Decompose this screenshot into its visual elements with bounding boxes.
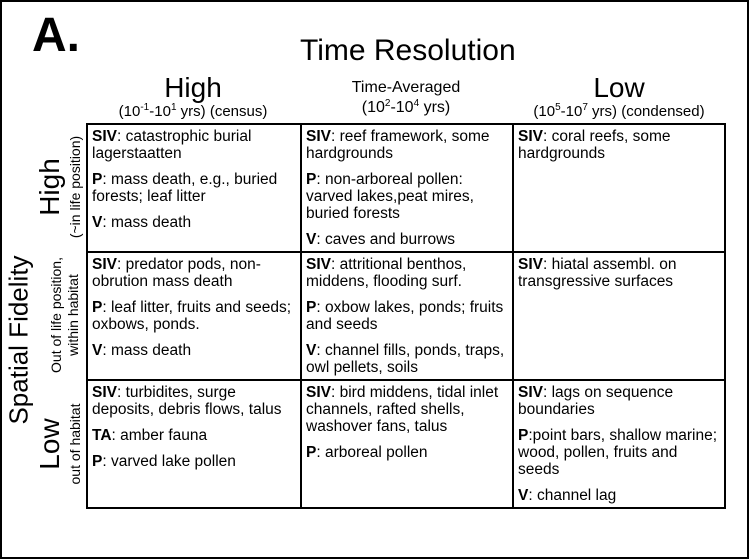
x-axis-title: Time Resolution [300, 34, 516, 67]
column-header-low [512, 74, 726, 119]
column-header-range: ($10^2-10^4$ yrs) [361, 98, 451, 116]
table-cell [514, 125, 724, 251]
entry-text: : arboreal pollen [316, 444, 428, 461]
entry-key: P [92, 299, 103, 316]
entry-text: : reef framework, some hardgrounds [306, 128, 490, 162]
cell-entry [518, 487, 720, 504]
entry-text: :point bars, shallow marine; wood, pollen, fruits and seeds [518, 427, 718, 478]
row-header-low [34, 379, 84, 509]
entry-text: : attritional benthos, middens, flooding surf. [306, 256, 467, 290]
row-header-high [34, 123, 84, 251]
cell-entry [92, 453, 296, 470]
cell-entry [306, 231, 508, 248]
entry-key: P [306, 299, 317, 316]
row-header-label: High [34, 158, 65, 216]
entry-key: P [518, 427, 529, 444]
entry-key: SIV [92, 256, 117, 273]
entry-key: SIV [518, 128, 543, 145]
entry-key: V [306, 342, 317, 359]
entry-text: : hiatal assembl. on transgressive surfaces [518, 256, 677, 290]
entry-key: SIV [518, 384, 543, 401]
entry-text: : lags on sequence boundaries [518, 384, 674, 418]
entry-text: : channel lag [528, 487, 617, 504]
entry-key: P [306, 444, 317, 461]
cell-entry [518, 427, 720, 478]
table-cell [514, 253, 724, 379]
entry-text: : varved lake pollen [102, 453, 236, 470]
entry-key: P [92, 171, 103, 188]
entry-text: : oxbow lakes, ponds; fruits and seeds [306, 299, 504, 333]
y-axis-title: Spatial Fidelity [3, 255, 34, 425]
column-header-range: ($10^5-10^7$ yrs) (condensed) [533, 102, 705, 120]
column-header-time-averaged [300, 80, 512, 116]
cell-entry [518, 384, 720, 418]
cell-entry [306, 299, 508, 333]
table-cell [88, 253, 300, 379]
panel-label: A. [32, 9, 80, 62]
entry-key: SIV [306, 256, 331, 273]
entry-text: : catastrophic burial lagerstaatten [92, 128, 252, 162]
entry-text: : mass death, e.g., buried forests; leaf litter [92, 171, 278, 205]
table-cell [88, 381, 300, 507]
entry-key: SIV [306, 128, 331, 145]
cell-entry [518, 128, 720, 162]
column-header-label: Time-Averaged [351, 79, 461, 96]
cell-entry [306, 444, 508, 461]
cell-entry [92, 427, 296, 444]
entry-key: SIV [306, 384, 331, 401]
entry-key: V [518, 487, 529, 504]
cell-entry [306, 256, 508, 290]
entry-text: : mass death [102, 214, 192, 231]
cell-entry [92, 299, 296, 333]
entry-text: : caves and burrows [316, 231, 456, 248]
entry-text: : turbidites, surge deposits, debris flows, talus [92, 384, 282, 418]
entry-text: : predator pods, non-obrution mass death [92, 256, 261, 290]
fidelity-resolution-table [86, 123, 726, 509]
entry-key: P [92, 453, 103, 470]
cell-entry [306, 342, 508, 376]
table-cell [302, 253, 512, 379]
row-header-within-habitat [34, 251, 84, 379]
table-cell [302, 125, 512, 251]
entry-key: P [306, 171, 317, 188]
row-header-sub: (~in life position) [67, 135, 83, 239]
entry-text: : mass death [102, 342, 192, 359]
entry-key: V [92, 342, 103, 359]
column-header-range: ($10^{-1}-10^1$ yrs) (census) [118, 102, 268, 120]
cell-entry [306, 171, 508, 222]
cell-entry [92, 214, 296, 231]
entry-key: TA [92, 427, 112, 444]
entry-text: : coral reefs, some hardgrounds [518, 128, 671, 162]
row-header-sub: Out of life position, within habitat [48, 257, 81, 373]
cell-entry [518, 256, 720, 290]
entry-text: : bird middens, tidal inlet channels, rafted shells, washover fans, talus [306, 384, 499, 435]
row-header-label: Low [34, 418, 65, 470]
entry-key: SIV [92, 384, 117, 401]
cell-entry [306, 128, 508, 162]
column-header-high [86, 74, 300, 119]
cell-entry [92, 171, 296, 205]
entry-key: V [92, 214, 103, 231]
cell-entry [92, 342, 296, 359]
column-header-label: Low [593, 72, 645, 103]
table-cell [88, 125, 300, 251]
column-header-label: High [164, 72, 222, 103]
entry-key: V [306, 231, 317, 248]
entry-key: SIV [518, 256, 543, 273]
cell-entry [92, 256, 296, 290]
row-header-sub: out of habitat [67, 403, 83, 485]
table-cell [514, 381, 724, 507]
cell-entry [306, 384, 508, 435]
entry-text: : channel fills, ponds, traps, owl pellets, soils [306, 342, 505, 376]
entry-text: : non-arboreal pollen: varved lakes,peat mires, buried forests [306, 171, 474, 222]
cell-entry [92, 128, 296, 162]
entry-text: : leaf litter, fruits and seeds; oxbows, ponds. [92, 299, 292, 333]
table-cell [302, 381, 512, 507]
entry-key: SIV [92, 128, 117, 145]
cell-entry [92, 384, 296, 418]
entry-text: : amber fauna [111, 427, 208, 444]
